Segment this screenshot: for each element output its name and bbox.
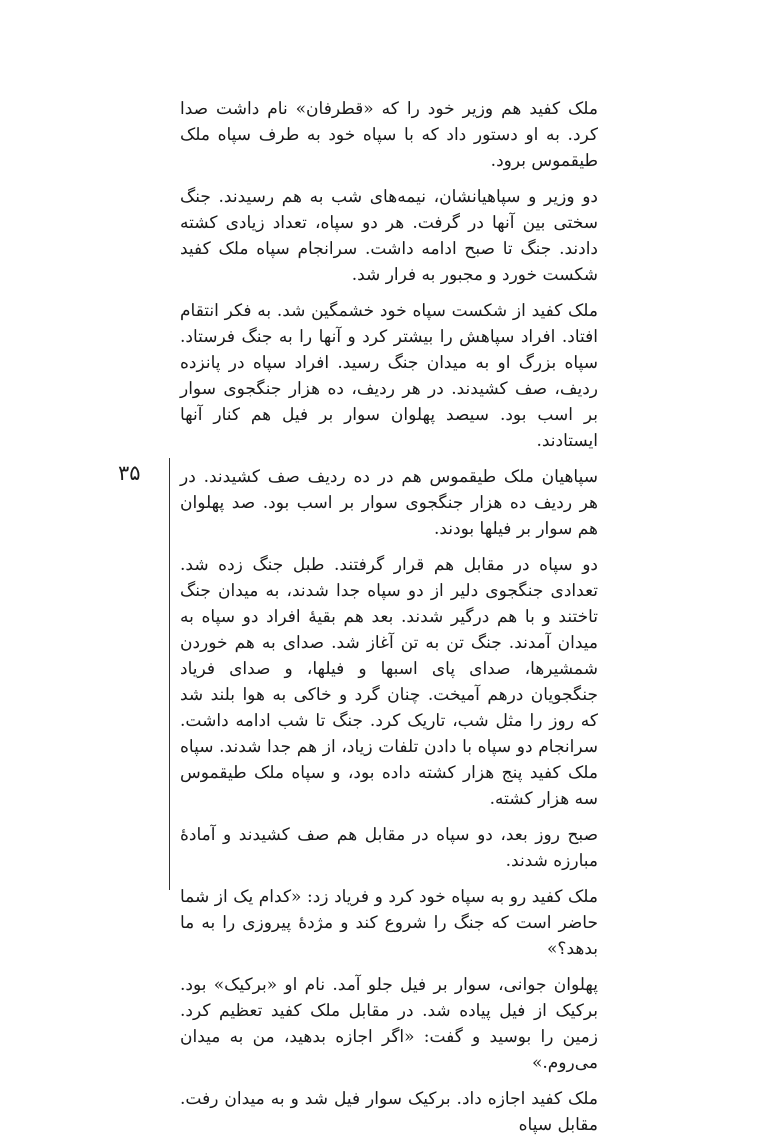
page-number: ۳۵ <box>118 461 141 485</box>
paragraph-7: ملک کفید رو به سپاه خود کرد و فریاد زد: «کدام یک از شما حاضر است که جنگ را شروع کند و مژدهٔ پیروزی را به ما بدهد؟» <box>180 887 598 959</box>
paragraph-4: سپاهیان ملک طیقموس هم در ده ردیف صف کشیدند. در هر ردیف ده هزار جنگجوی سوار بر اسب بود. صد پهلوان هم سوار بر فیلها بودند. <box>180 467 598 539</box>
paragraph-9: ملک کفید اجازه داد. برکیک سوار فیل شد و به میدان رفت. مقابل سپاه <box>180 1089 598 1135</box>
paragraph-8: پهلوان جوانی، سوار بر فیل جلو آمد. نام او «برکیک» بود. برکیک از فیل پیاده شد. در مقابل ملک کفید تعظیم کرد. زمین را بوسید و گفت: «اگر اجازه بدهید، من به میدان می‌روم.» <box>180 975 598 1073</box>
paragraph-5: دو سپاه در مقابل هم قرار گرفتند. طبل جنگ زده شد. تعدادی جنگجوی دلیر از دو سپاه جدا شدند، به میدان جنگ تاختند و با هم درگیر شدند. بعد هم بقیهٔ افراد دو سپاه به میدان آمدند. جنگ تن به تن آغاز شد. صدای به هم خوردن شمشیرها، صدای پای اسبها و فیلها، و صدای فریاد جنگجویان درهم آمیخت. چنان گرد و خاکی به هوا بلند شد که روز را مثل شب، تاریک کرد. جنگ تا شب ادامه داشت. سرانجام دو سپاه با دادن تلفات زیاد، از هم جدا شدند. سپاه ملک کفید پنج هزار کشته داده بود، و سپاه ملک طیقموس سه هزار کشته. <box>180 555 598 809</box>
paragraph-2: دو وزیر و سپاهیانشان، نیمه‌های شب به هم رسیدند. جنگ سختی بین آنها در گرفت. هر دو سپاه، تعداد زیادی کشته دادند. جنگ تا صبح ادامه داشت. سرانجام سپاه ملک کفید شکست خورد و مجبور به فرار شد. <box>180 187 598 285</box>
paragraph-1: ملک کفید هم وزیر خود را که «قطرفان» نام داشت صدا کرد. به او دستور داد که با سپاه خود به طرف سپاه ملک طیقموس برود. <box>180 99 598 171</box>
paragraph-6: صبح روز بعد، دو سپاه در مقابل هم صف کشیدند و آمادهٔ مبارزه شدند. <box>180 825 598 871</box>
body-text <box>180 96 598 1148</box>
margin-rule <box>169 458 170 890</box>
paragraph-3: ملک کفید از شکست سپاه خود خشمگین شد. به فکر انتقام افتاد. افراد سپاهش را بیشتر کرد و آنها را به جنگ فرستاد. سپاه بزرگ او به میدان جنگ رسید. افراد سپاه در پانزده ردیف، صف کشیدند. در هر ردیف، ده هزار جنگجوی سوار بر اسب بود. سیصد پهلوان سوار بر فیل هم کنار آنها ایستادند. <box>180 301 598 451</box>
